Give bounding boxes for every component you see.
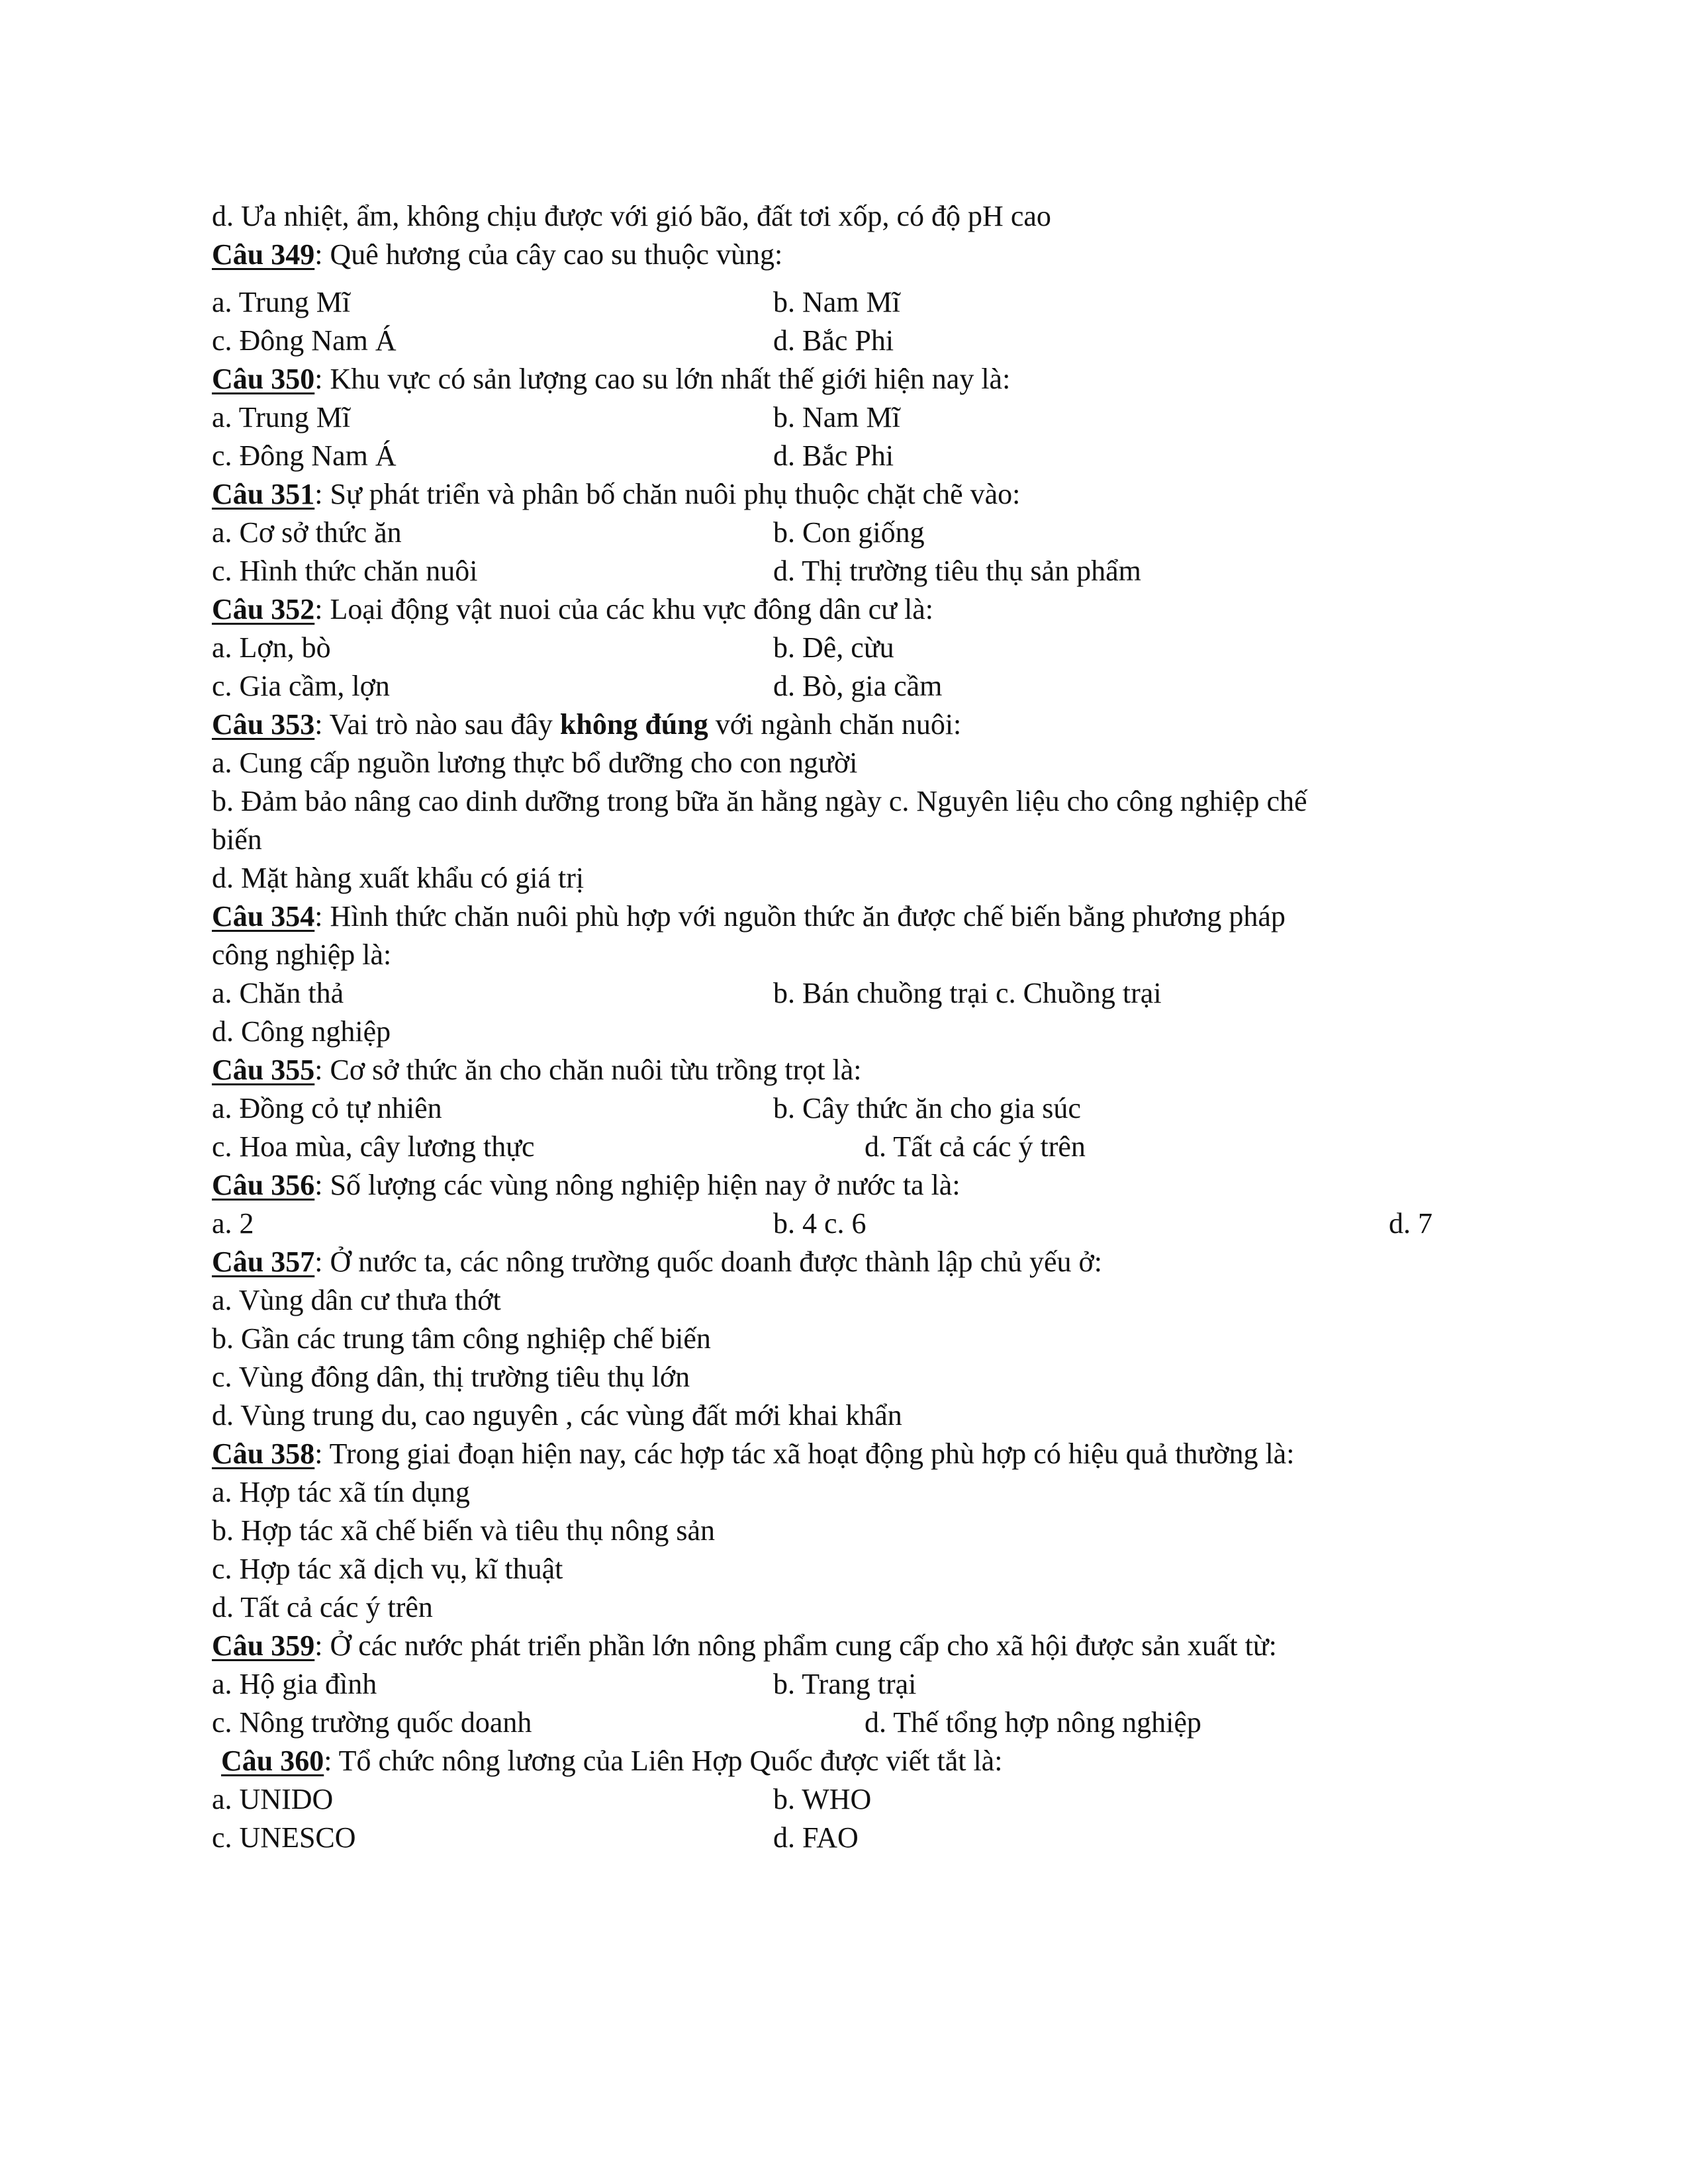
question-label: Câu 353 bbox=[212, 708, 315, 741]
question-label: Câu 351 bbox=[212, 478, 315, 510]
question-353 bbox=[212, 705, 961, 744]
option-b: b. Gần các trung tâm công nghiệp chế biến bbox=[212, 1322, 711, 1355]
question-text: : Hình thức chăn nuôi phù hợp với nguồn thức ăn được chế biến bằng phương pháp bbox=[314, 900, 1286, 933]
option-b-continued: biến bbox=[212, 823, 262, 856]
option-b: b. Trang trại bbox=[773, 1668, 917, 1700]
question-352 bbox=[212, 590, 933, 629]
option-c: c. Hình thức chăn nuôi bbox=[212, 555, 478, 587]
question-label: Câu 358 bbox=[212, 1437, 315, 1470]
option-a: a. Lợn, bò bbox=[212, 631, 331, 664]
question-356 bbox=[212, 1166, 961, 1205]
option-a: a. Đồng cỏ tự nhiên bbox=[212, 1092, 442, 1124]
question-text: : Quê hương của cây cao su thuộc vùng: bbox=[314, 238, 783, 271]
question-357 bbox=[212, 1243, 1102, 1281]
option-b: b. Nam Mĩ bbox=[773, 286, 900, 318]
question-label: Câu 360 bbox=[221, 1745, 324, 1777]
question-label: Câu 356 bbox=[212, 1169, 315, 1201]
option-d: d. Thế tổng hợp nông nghiệp bbox=[865, 1706, 1201, 1739]
option-c: c. Gia cầm, lợn bbox=[212, 670, 390, 702]
option-b: b. 4 c. 6 bbox=[773, 1207, 867, 1240]
question-349 bbox=[212, 236, 782, 274]
option-c: c. Đông Nam Á bbox=[212, 439, 397, 472]
option-d: d. Bắc Phi bbox=[773, 439, 894, 472]
question-text: : Vai trò nào sau đây bbox=[314, 708, 560, 741]
question-358 bbox=[212, 1435, 1294, 1473]
question-359 bbox=[212, 1627, 1277, 1665]
option-d: d. Mặt hàng xuất khẩu có giá trị bbox=[212, 862, 585, 894]
option-c: c. Đông Nam Á bbox=[212, 324, 397, 357]
question-text: : Loại động vật nuoi của các khu vực đông dân cư là: bbox=[314, 593, 933, 625]
question-label: Câu 355 bbox=[212, 1054, 315, 1086]
option-d: d. Bắc Phi bbox=[773, 324, 894, 357]
option-c: c. Nông trường quốc doanh bbox=[212, 1706, 532, 1739]
option-b: b. Cây thức ăn cho gia súc bbox=[773, 1092, 1081, 1124]
option-a: a. Cung cấp nguồn lương thực bổ dưỡng cho con người bbox=[212, 747, 858, 779]
emphasis-text: không đúng bbox=[559, 708, 708, 741]
question-label: Câu 350 bbox=[212, 363, 315, 395]
option-a: a. UNIDO bbox=[212, 1783, 334, 1815]
question-text: : Sự phát triển và phân bố chăn nuôi phụ thuộc chặt chẽ vào: bbox=[314, 478, 1021, 510]
option-a: a. Vùng dân cư thưa thớt bbox=[212, 1284, 501, 1316]
option-c: c. Hoa mùa, cây lương thực bbox=[212, 1130, 535, 1163]
option-b: b. Nam Mĩ bbox=[773, 401, 900, 433]
question-text: : Tổ chức nông lương của Liên Hợp Quốc được viết tắt là: bbox=[324, 1745, 1003, 1777]
option-d: d. Bò, gia cầm bbox=[773, 670, 943, 702]
option-d: d. 7 bbox=[1389, 1207, 1432, 1240]
question-label: Câu 359 bbox=[212, 1629, 315, 1662]
option-d: d. Công nghiệp bbox=[212, 1015, 391, 1048]
option-a: a. Trung Mĩ bbox=[212, 401, 351, 433]
question-351 bbox=[212, 475, 1020, 514]
question-label: Câu 357 bbox=[212, 1246, 315, 1278]
option-b: b. WHO bbox=[773, 1783, 872, 1815]
option-d: d. FAO bbox=[773, 1821, 859, 1854]
option-c: c. Vùng đông dân, thị trường tiêu thụ lớn bbox=[212, 1361, 690, 1393]
option-a: a. Hộ gia đình bbox=[212, 1668, 377, 1700]
option-c: c. Hợp tác xã dịch vụ, kĩ thuật bbox=[212, 1553, 563, 1585]
option-b: b. Đảm bảo nâng cao dinh dưỡng trong bữa ăn hằng ngày c. Nguyên liệu cho công nghiệp chế bbox=[212, 785, 1307, 817]
question-354 bbox=[212, 897, 1286, 936]
option-a: a. Trung Mĩ bbox=[212, 286, 351, 318]
question-label: Câu 349 bbox=[212, 238, 315, 271]
question-text: : Trong giai đoạn hiện nay, các hợp tác xã hoạt động phù hợp có hiệu quả thường là: bbox=[314, 1437, 1295, 1470]
question-text: : Ở nước ta, các nông trường quốc doanh được thành lập chủ yếu ở: bbox=[314, 1246, 1102, 1278]
question-label: Câu 354 bbox=[212, 900, 315, 933]
question-355 bbox=[212, 1051, 861, 1089]
option-c: c. UNESCO bbox=[212, 1821, 356, 1854]
option-d: d. Vùng trung du, cao nguyên , các vùng đất mới khai khẩn bbox=[212, 1399, 902, 1432]
option-a: a. 2 bbox=[212, 1207, 254, 1240]
option-b: b. Con giống bbox=[773, 516, 925, 549]
question-text: : Ở các nước phát triển phần lớn nông phẩm cung cấp cho xã hội được sản xuất từ: bbox=[314, 1629, 1277, 1662]
option-b: b. Hợp tác xã chế biến và tiêu thụ nông sản bbox=[212, 1514, 716, 1547]
question-continued: công nghiệp là: bbox=[212, 938, 392, 971]
question-text: : Cơ sở thức ăn cho chăn nuôi từu trồng trọt là: bbox=[314, 1054, 862, 1086]
option-b: b. Dê, cừu bbox=[773, 631, 894, 664]
question-label: Câu 352 bbox=[212, 593, 315, 625]
answer-line: d. Ưa nhiệt, ẩm, không chịu được với gió bão, đất tơi xốp, có độ pH cao bbox=[212, 200, 1051, 232]
option-a: a. Cơ sở thức ăn bbox=[212, 516, 402, 549]
option-d: d. Tất cả các ý trên bbox=[865, 1130, 1086, 1163]
option-d: d. Tất cả các ý trên bbox=[212, 1591, 433, 1623]
option-d: d. Thị trường tiêu thụ sản phẩm bbox=[773, 555, 1141, 587]
question-360 bbox=[221, 1742, 1002, 1780]
option-a: a. Hợp tác xã tín dụng bbox=[212, 1476, 470, 1508]
question-350 bbox=[212, 360, 1010, 398]
question-text: : Khu vực có sản lượng cao su lớn nhất thế giới hiện nay là: bbox=[314, 363, 1011, 395]
question-text-end: với ngành chăn nuôi: bbox=[708, 708, 962, 741]
question-text: : Số lượng các vùng nông nghiệp hiện nay ở nước ta là: bbox=[314, 1169, 961, 1201]
option-a: a. Chăn thả bbox=[212, 977, 344, 1009]
option-b: b. Bán chuồng trại c. Chuồng trại bbox=[773, 977, 1162, 1009]
